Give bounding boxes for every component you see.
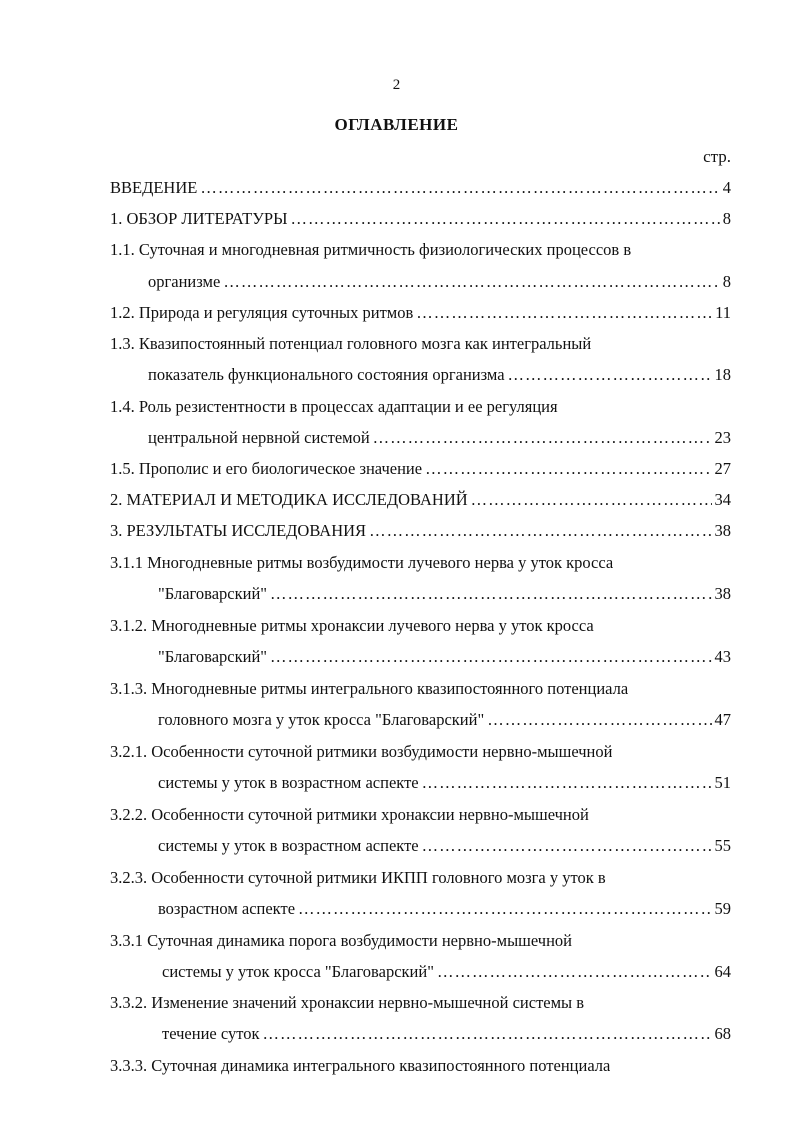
toc-entry-page: 68 (714, 1024, 731, 1043)
toc-entry-3-1-2[interactable] (158, 646, 731, 668)
leader-dots (369, 520, 711, 542)
toc-entry-page: 23 (714, 428, 731, 447)
toc-entry-title: системы у уток кросса "Благоварский" (162, 962, 434, 981)
toc-entry-3-3-2-line1[interactable]: 3.3.2. Изменение значений хронаксии нервно-мышечной системы в (110, 993, 585, 1012)
toc-entry-page: 8 (722, 209, 731, 228)
toc-entry-title: системы у уток в возрастном аспекте (158, 773, 419, 792)
toc-entry-title: ВВЕДЕНИЕ (110, 178, 198, 197)
toc-entry-title: центральной нервной системой (148, 428, 370, 447)
leader-dots (487, 709, 711, 731)
toc-entry-1-3-line1[interactable]: 1.3. Квазипостоянный потенциал головного мозга как интегральный (110, 334, 592, 353)
toc-entry-3[interactable] (110, 520, 731, 542)
leader-dots (200, 177, 719, 199)
toc-entry-page: 47 (714, 710, 731, 729)
toc-entry-3-3-1-line1[interactable]: 3.3.1 Суточная динамика порога возбудимости нервно-мышечной (110, 931, 572, 950)
toc-entry-title: системы у уток в возрастном аспекте (158, 836, 419, 855)
toc-entry-page: 43 (714, 647, 731, 666)
toc-entry-page: 18 (714, 365, 731, 384)
leader-dots (298, 898, 711, 920)
toc-entry-title: возрастном аспекте (158, 899, 296, 918)
toc-entry-page: 27 (714, 459, 731, 478)
toc-entry-title: 1.2. Природа и регуляция суточных ритмов (110, 303, 414, 322)
toc-entry-3-2-2-line1[interactable]: 3.2.2. Особенности суточной ритмики хронаксии нервно-мышечной (110, 805, 589, 824)
toc-entry-3-2-2[interactable] (158, 835, 731, 857)
leader-dots (422, 835, 712, 857)
toc-entry-3-2-1[interactable] (158, 772, 731, 794)
leader-dots (291, 208, 720, 230)
toc-entry-page: 59 (714, 899, 731, 918)
toc-entry-title: головного мозга у уток кросса "Благоварский" (158, 710, 485, 729)
toc-entry-1-1[interactable] (148, 271, 731, 293)
toc-entry-title: 3. РЕЗУЛЬТАТЫ ИССЛЕДОВАНИЯ (110, 521, 367, 540)
toc-entry-3-1-3[interactable] (158, 709, 731, 731)
leader-dots (422, 772, 712, 794)
toc-entry-title: "Благоварский" (158, 584, 268, 603)
toc-entry-title: 1.5. Прополис и его биологическое значение (110, 459, 423, 478)
toc-entry-introduction[interactable] (110, 177, 731, 199)
toc-entry-2[interactable] (110, 489, 731, 511)
toc-entry-1-4-line1[interactable]: 1.4. Роль резистентности в процессах адаптации и ее регуляция (110, 397, 558, 416)
toc-entry-3-3-2[interactable] (162, 1023, 731, 1045)
toc-entry-3-2-3[interactable] (158, 898, 731, 920)
toc-entry-3-2-1-line1[interactable]: 3.2.1. Особенности суточной ритмики возбудимости нервно-мышечной (110, 742, 613, 761)
page-title: ОГЛАВЛЕНИЕ (334, 115, 459, 134)
toc-entry-title: показатель функционального состояния организма (148, 365, 505, 384)
toc-entry-3-3-1[interactable] (162, 961, 731, 983)
toc-entry-page: 4 (722, 178, 731, 197)
toc-entry-title: течение суток (162, 1024, 260, 1043)
leader-dots (373, 427, 712, 449)
toc-entry-3-1-1[interactable] (158, 583, 731, 605)
toc-entry-3-3-3-line1[interactable]: 3.3.3. Суточная динамика интегрального квазипостоянного потенциала (110, 1056, 611, 1075)
leader-dots (437, 961, 712, 983)
toc-entry-page: 8 (722, 272, 731, 291)
leader-dots (416, 302, 712, 324)
toc-entry-1[interactable] (110, 208, 731, 230)
leader-dots (425, 458, 711, 480)
leader-dots (471, 489, 712, 511)
toc-entry-page: 38 (714, 584, 731, 603)
toc-entry-page: 11 (715, 303, 731, 322)
toc-entry-3-2-3-line1[interactable]: 3.2.3. Особенности суточной ритмики ИКПП головного мозга у уток в (110, 868, 606, 887)
page-number: 2 (392, 77, 401, 93)
leader-dots (262, 1023, 711, 1045)
toc-entry-1-1-line1[interactable]: 1.1. Суточная и многодневная ритмичность физиологических процессов в (110, 240, 632, 259)
toc-entry-title: "Благоварский" (158, 647, 268, 666)
leader-dots (270, 583, 711, 605)
toc-entry-page: 64 (714, 962, 731, 981)
toc-entry-1-3[interactable] (148, 364, 731, 386)
toc-entry-title: 1. ОБЗОР ЛИТЕРАТУРЫ (110, 209, 288, 228)
toc-entry-title: 2. МАТЕРИАЛ И МЕТОДИКА ИССЛЕДОВАНИЙ (110, 490, 468, 509)
toc-entry-page: 55 (714, 836, 731, 855)
toc-entry-3-1-1-line1[interactable]: 3.1.1 Многодневные ритмы возбудимости лучевого нерва у уток кросса (110, 553, 614, 572)
toc-entry-title: организме (148, 272, 221, 291)
pages-column-label: стр. (703, 147, 731, 166)
toc-entry-1-2[interactable] (110, 302, 731, 324)
toc-entry-page: 34 (714, 490, 731, 509)
toc-entry-page: 51 (714, 773, 731, 792)
leader-dots (223, 271, 719, 293)
toc-entry-3-1-3-line1[interactable]: 3.1.3. Многодневные ритмы интегрального квазипостоянного потенциала (110, 679, 629, 698)
toc-entry-3-1-2-line1[interactable]: 3.1.2. Многодневные ритмы хронаксии лучевого нерва у уток кросса (110, 616, 594, 635)
toc-entry-1-5[interactable] (110, 458, 731, 480)
toc-entry-page: 38 (714, 521, 731, 540)
leader-dots (270, 646, 711, 668)
toc-entry-1-4[interactable] (148, 427, 731, 449)
leader-dots (508, 364, 712, 386)
